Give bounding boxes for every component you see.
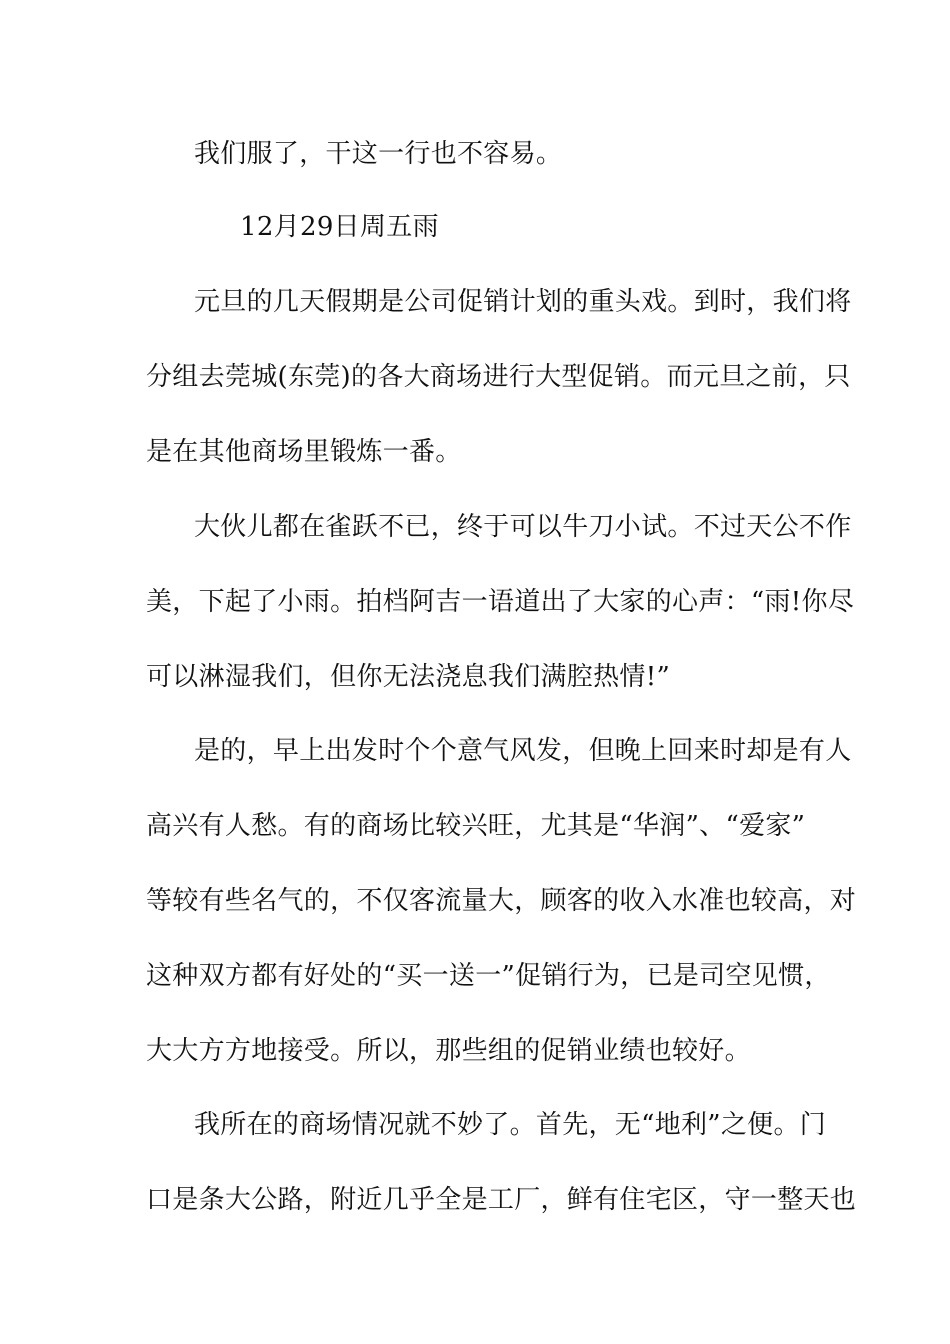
- paragraph-line: 大伙儿都在雀跃不已，终于可以牛刀小试。不过天公不作: [194, 512, 852, 542]
- paragraph-line: 大大方方地接受。所以，那些组的促销业绩也较好。: [146, 1036, 751, 1066]
- paragraph-line: 等较有些名气的，不仅客流量大，顾客的收入水准也较高，对: [146, 886, 857, 916]
- paragraph-line: 元旦的几天假期是公司促销计划的重头戏。到时，我们将: [194, 287, 852, 317]
- paragraph-line: 美，下起了小雨。拍档阿吉一语道出了大家的心声：“雨!你尽: [146, 587, 855, 617]
- paragraph-line: 这种双方都有好处的“买一送一”促销行为，已是司空见惯，: [146, 961, 831, 991]
- paragraph-line: 是的，早上出发时个个意气风发，但晚上回来时却是有人: [194, 736, 852, 766]
- diary-date-heading: 12月29日周五雨: [240, 212, 439, 242]
- paragraph-line: 高兴有人愁。有的商场比较兴旺，尤其是“华润”、“爱家”: [146, 811, 806, 841]
- paragraph-line: 可以淋湿我们，但你无法浇息我们满腔热情!”: [146, 662, 671, 692]
- paragraph-line: 是在其他商场里锻炼一番。: [146, 437, 462, 467]
- paragraph-line: 我们服了，干这一行也不容易。: [194, 139, 563, 169]
- paragraph-line: 口是条大公路，附近几乎全是工厂，鲜有住宅区，守一整天也: [146, 1185, 857, 1215]
- paragraph-line: 分组去莞城(东莞)的各大商场进行大型促销。而元旦之前，只: [146, 362, 851, 392]
- paragraph-line: 我所在的商场情况就不妙了。首先，无“地利”之便。门: [194, 1110, 827, 1140]
